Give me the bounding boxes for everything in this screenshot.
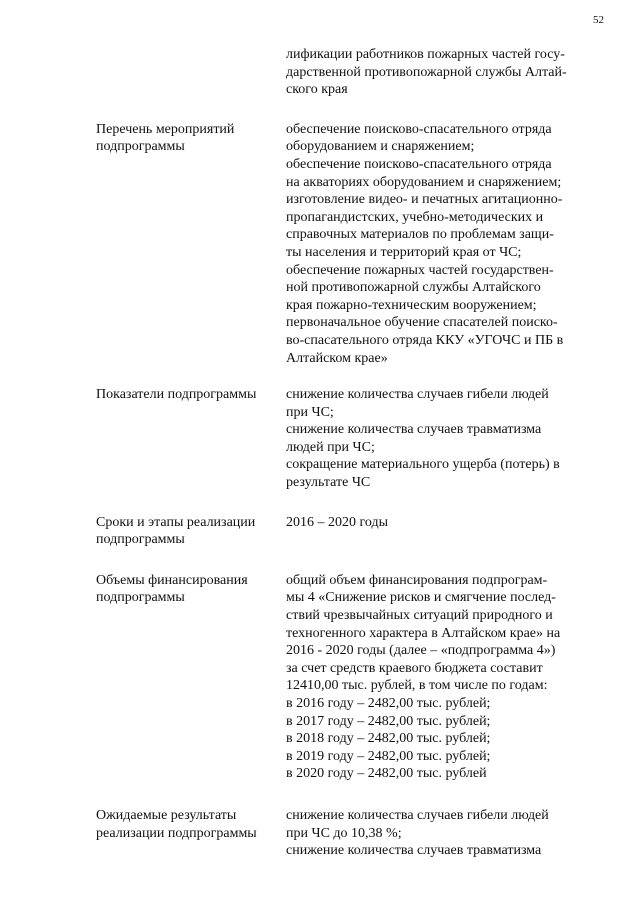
row-label — [96, 121, 286, 156]
label-line: подпрограммы — [96, 139, 185, 155]
text-line: снижение количества случаев травматизма — [286, 422, 542, 438]
text-line: в 2016 году – 2482,00 тыс. рублей; — [286, 696, 491, 711]
text-line: мы 4 «Снижение рисков и смягчение послед- — [286, 590, 556, 606]
text-line: первоначальное обучение спасателей поиско- — [286, 315, 558, 331]
text-line: сокращение материального ущерба (потерь) в — [286, 457, 560, 473]
passport-table — [96, 46, 604, 860]
row-value — [286, 386, 604, 492]
text-line: на акваториях оборудованием и снаряжением; — [286, 174, 562, 190]
text-line: общий объем финансирования подпрограм- — [286, 572, 548, 588]
text-line: людей при ЧС; — [286, 439, 375, 455]
label-line: Перечень мероприятий — [96, 121, 235, 137]
text-line: 2016 - 2020 годы (далее – «подпрограмма 4») — [286, 643, 556, 659]
text-line: пропагандистских, учебно-методических и — [286, 209, 544, 225]
text-line: лификации работников пожарных частей госу- — [286, 47, 565, 62]
text-line: оборудованием и снаряжением; — [286, 139, 475, 155]
text-line: в 2019 году – 2482,00 тыс. рублей; — [286, 748, 491, 764]
label-line: Ожидаемые результаты — [96, 807, 237, 823]
label-line: реализации подпрограммы — [96, 825, 257, 841]
text-line: края пожарно-техническим вооружением; — [286, 297, 537, 313]
text-line: во-спасательного отряда ККУ «УГОЧС и ПБ в — [286, 332, 564, 348]
row-expected-results — [96, 807, 604, 860]
row-indicators — [96, 386, 604, 492]
row-value — [286, 121, 604, 367]
page-number: 52 — [593, 14, 604, 26]
label-line: подпрограммы — [96, 590, 185, 606]
text-line: 12410,00 тыс. рублей, в том числе по годам: — [286, 678, 548, 694]
row-label — [96, 514, 286, 549]
label-line: Объемы финансирования — [96, 572, 248, 588]
row-funding — [96, 572, 604, 783]
text-line: за счет средств краевого бюджета составит — [286, 660, 543, 676]
text-line: дарственной противопожарной службы Алтай- — [286, 64, 567, 80]
text-line: обеспечение поисково-спасательного отряда — [286, 156, 552, 172]
label-line: подпрограммы — [96, 532, 185, 548]
text-line: техногенного характера в Алтайском крае» на — [286, 625, 561, 641]
text-line: 2016 – 2020 годы — [286, 514, 389, 530]
text-line: в 2020 году – 2482,00 тыс. рублей — [286, 766, 487, 782]
text-line: результате ЧС — [286, 475, 371, 491]
row-label — [96, 386, 286, 404]
row-measures-list — [96, 121, 604, 367]
row-label — [96, 807, 286, 842]
text-line: ной противопожарной службы Алтайского — [286, 280, 541, 296]
row-value — [286, 514, 604, 532]
text-line: ского края — [286, 82, 348, 98]
row-label — [96, 572, 286, 607]
row-value — [286, 807, 604, 860]
text-line: в 2017 году – 2482,00 тыс. рублей; — [286, 713, 491, 729]
text-line: обеспечение пожарных частей государствен- — [286, 262, 554, 278]
text-line: снижение количества случаев гибели людей — [286, 807, 549, 823]
continuation-text — [286, 46, 604, 99]
text-line: снижение количества случаев гибели людей — [286, 387, 549, 403]
text-line: в 2018 году – 2482,00 тыс. рублей; — [286, 731, 491, 747]
text-line: справочных материалов по проблемам защи- — [286, 227, 554, 243]
text-line: снижение количества случаев травматизма — [286, 843, 542, 859]
row-value — [286, 572, 604, 783]
text-line: обеспечение поисково-спасательного отряда — [286, 121, 552, 137]
text-line: при ЧС до 10,38 %; — [286, 825, 402, 841]
label-line: Сроки и этапы реализации — [96, 514, 256, 530]
text-line: ствий чрезвычайных ситуаций природного и — [286, 608, 553, 624]
text-line: при ЧС; — [286, 404, 334, 420]
label-line: Показатели подпрограммы — [96, 387, 257, 403]
text-line: изготовление видео- и печатных агитационно- — [286, 192, 563, 208]
text-line: ты населения и территорий края от ЧС; — [286, 244, 522, 260]
text-line: Алтайском крае» — [286, 350, 388, 366]
row-terms-and-stages — [96, 514, 604, 549]
continuation-row — [96, 46, 604, 99]
